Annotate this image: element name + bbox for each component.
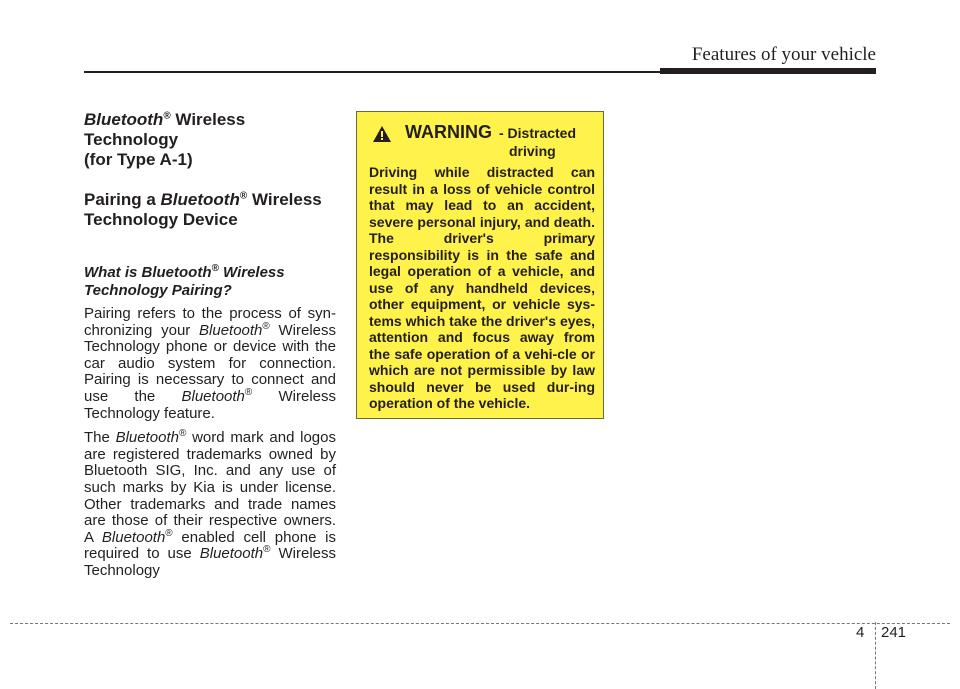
subheading-part: Technology Pairing?: [84, 282, 232, 299]
registered-mark: ®: [211, 263, 219, 274]
registered-mark: ®: [239, 190, 248, 202]
warning-title: WARNING: [405, 122, 492, 142]
registered-mark: ®: [244, 386, 253, 398]
text-run: The: [84, 429, 116, 447]
footer-divider: [875, 622, 876, 689]
chapter-number: 4: [856, 624, 865, 641]
registered-mark: ®: [165, 527, 173, 539]
registered-mark: ®: [263, 544, 271, 556]
pairing-heading-prefix: Pairing a: [84, 190, 161, 209]
section-title-text: Wireless Technology: [84, 110, 246, 149]
bluetooth-term: Bluetooth: [199, 321, 263, 339]
bluetooth-term: Bluetooth: [199, 545, 264, 563]
registered-mark: ®: [178, 428, 187, 440]
left-column: [84, 110, 336, 588]
subheading-part: Wireless: [218, 264, 285, 281]
bluetooth-term: Bluetooth: [101, 528, 166, 546]
text-run: word mark and logos are registered trademarks owned by Bluetooth SIG, Inc. and any use of such marks by Kia is under license. Other trademarks and trade names are those of their respective owners. A: [84, 429, 336, 546]
warning-triangle-icon: [373, 126, 391, 142]
text-run: enabled cell phone is required to use: [84, 528, 336, 563]
registered-mark: ®: [262, 320, 270, 332]
warning-box: [356, 111, 604, 419]
pairing-heading-bluetooth: Bluetooth: [160, 190, 240, 209]
bluetooth-term: Bluetooth: [115, 429, 179, 447]
subheading-part: What is Bluetooth: [84, 264, 212, 281]
text-run: Wireless Technology phone or device with the car audio system for connection. Pairing is necessary to connect and use the: [84, 321, 337, 405]
text-run: Wireless Technology: [84, 545, 337, 579]
section-title-type: (for Type A-1): [84, 150, 193, 169]
bluetooth-term: Bluetooth: [181, 387, 245, 405]
pairing-heading-wireless: Wireless: [247, 190, 322, 209]
warning-text: Driving while distracted can result in a loss of vehicle control that may lead to an accident, severe personal injury, and death. The driver's primary responsibility is in the safe and legal operation of a vehicle, and use of any handheld devices, other equipment, or vehicle sys-tems which take the driver's eyes, attention and focus away from the safe operation of a vehi-cle or which are not permissible by law should never be used dur-ing operation of the vehicle.: [369, 164, 595, 411]
subheading: [84, 264, 336, 300]
header-rule-bold: [660, 68, 876, 74]
pairing-heading: [84, 190, 336, 230]
text-run: Wireless Technology feature.: [84, 387, 336, 422]
footer-rule: [10, 623, 950, 624]
paragraph-pairing: [84, 306, 336, 422]
header-rule: [84, 71, 664, 73]
page-number: 241: [881, 624, 907, 641]
pairing-heading-device: Technology Device: [84, 210, 238, 229]
running-header: Features of your vehicle: [691, 44, 876, 65]
warning-subtitle: - Distracted: [499, 125, 577, 141]
registered-mark: ®: [163, 110, 171, 122]
section-title: [84, 110, 336, 170]
section-title-bluetooth: Bluetooth: [84, 110, 164, 129]
text-run: Pairing refers to the process of syn-chronizing your: [84, 305, 336, 339]
paragraph-trademarks: [84, 430, 336, 579]
warning-subtitle-line2: driving: [509, 143, 556, 159]
